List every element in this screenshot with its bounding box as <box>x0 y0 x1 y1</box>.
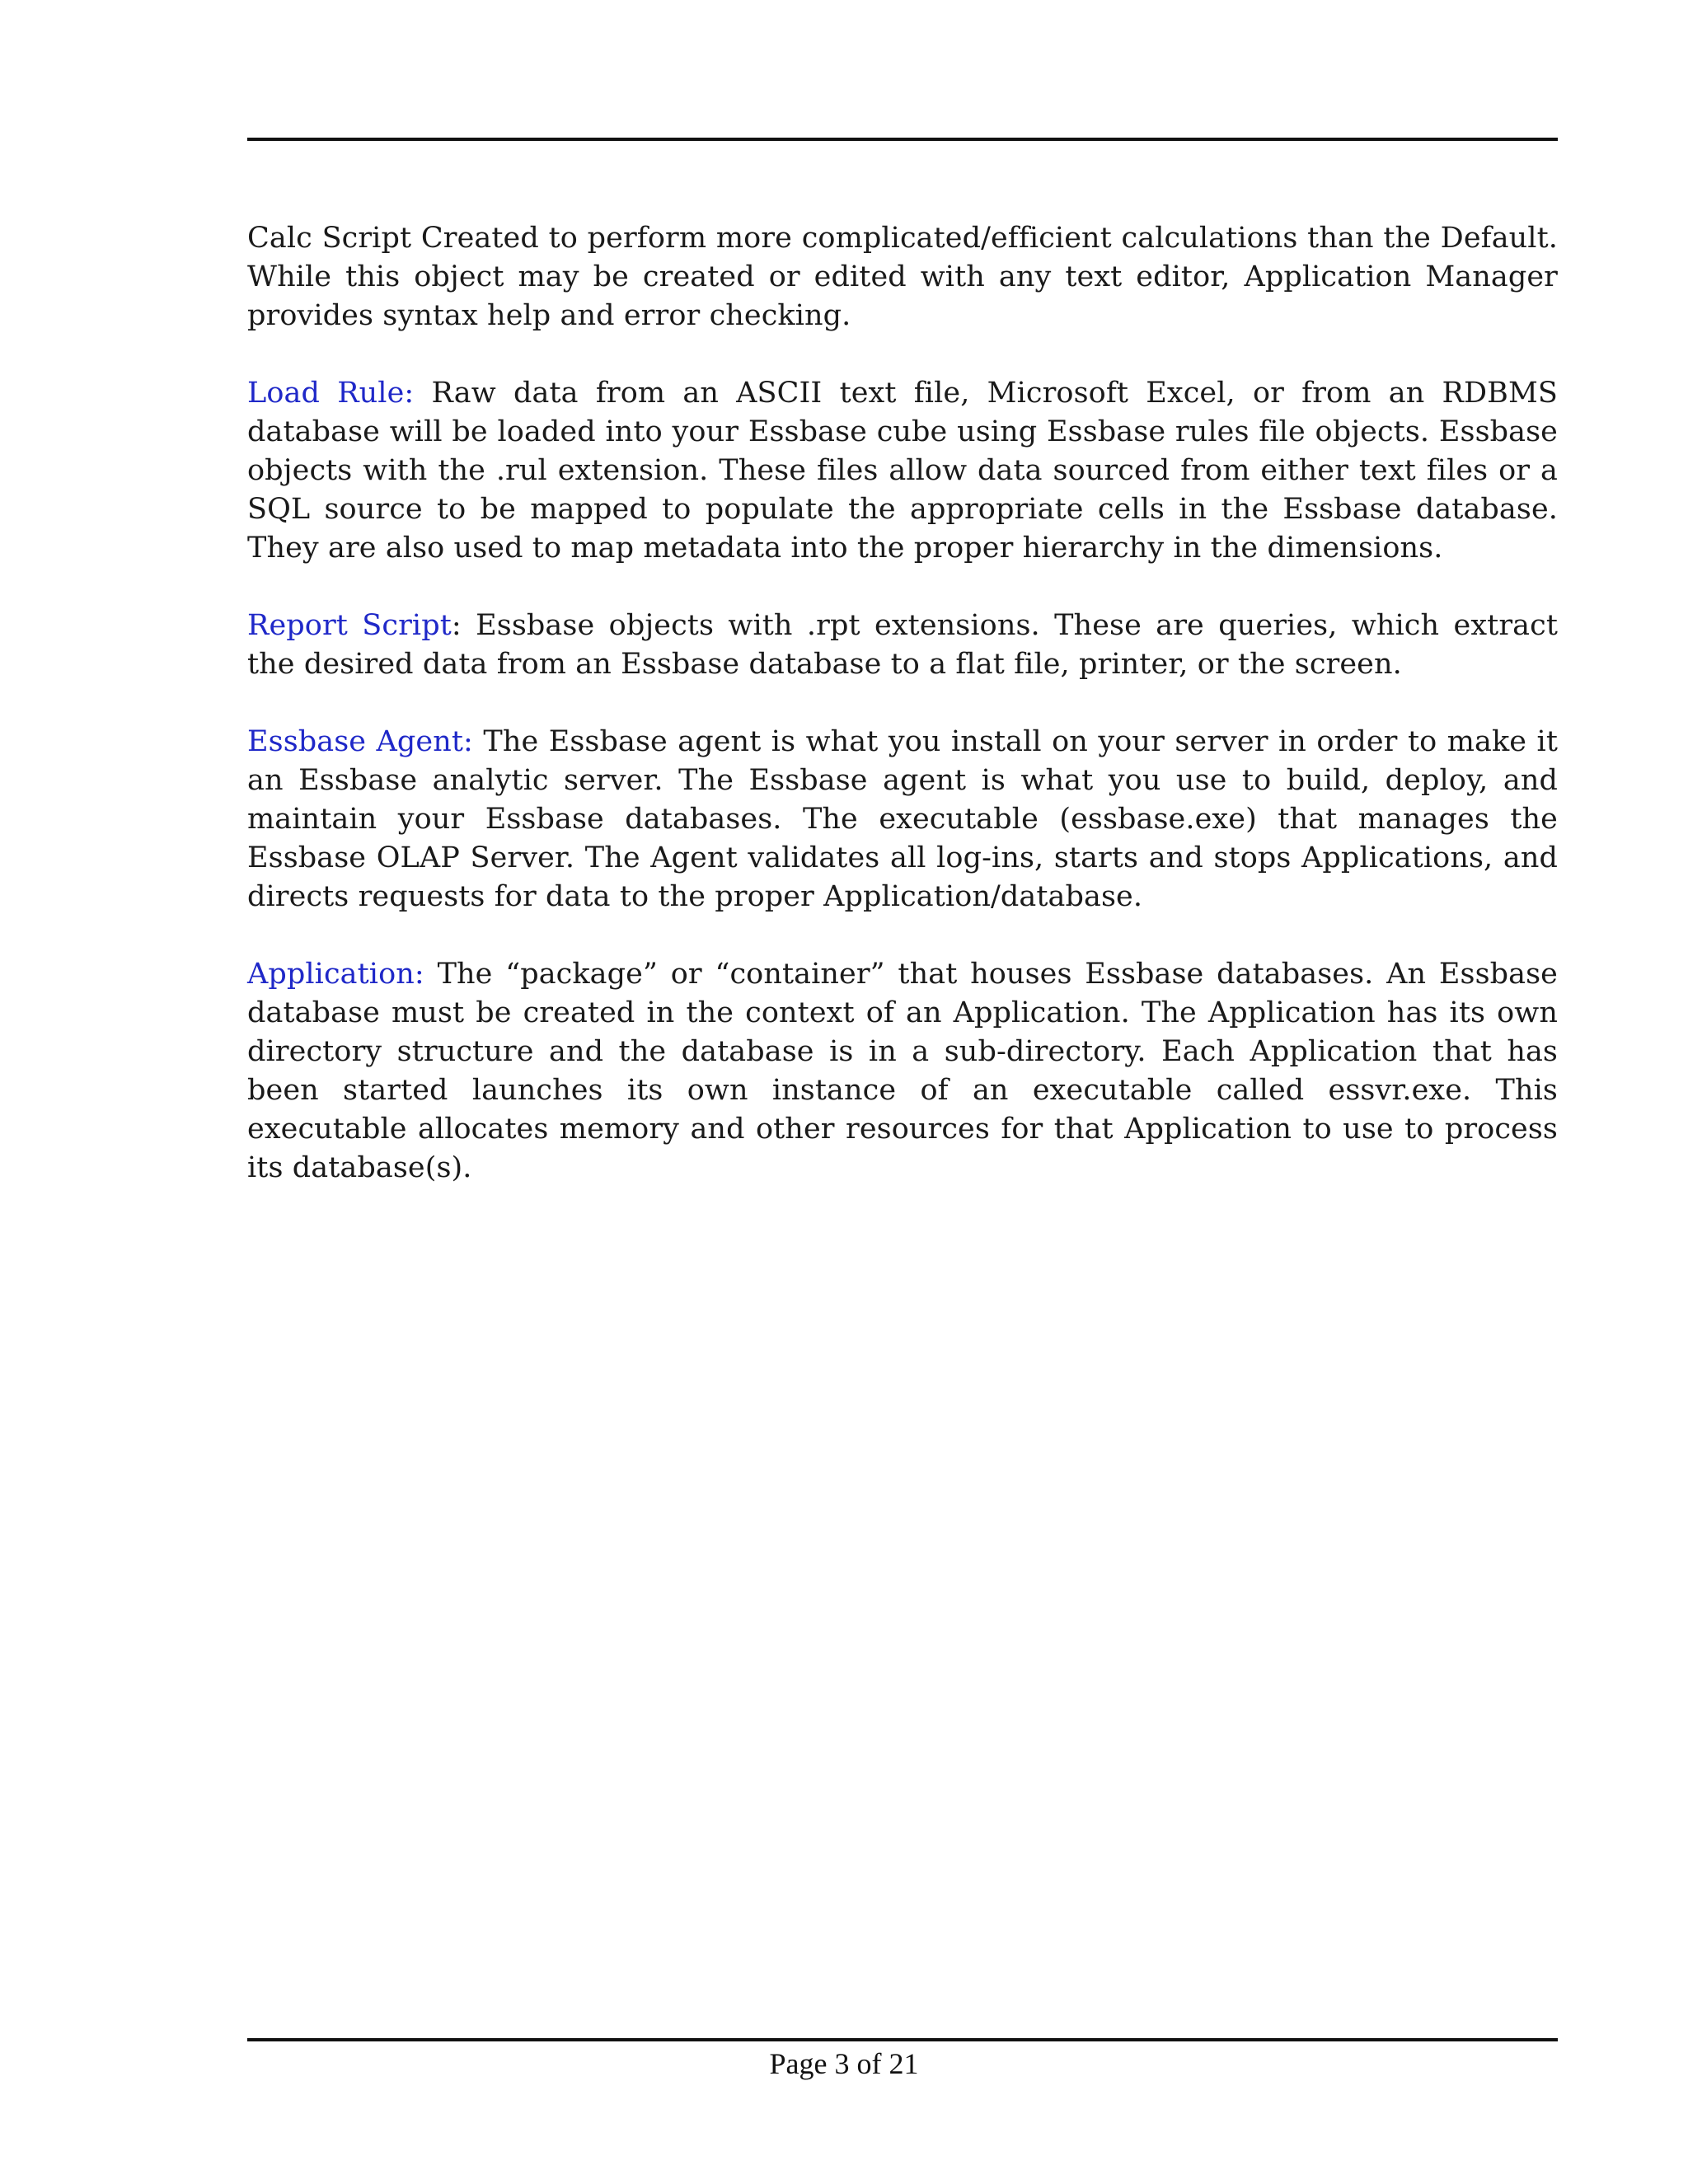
page-number: Page 3 of 21 <box>769 2047 919 2080</box>
term-separator <box>414 377 431 410</box>
term-label: Load Rule: <box>247 377 415 410</box>
term-label: Application: <box>247 958 424 991</box>
paragraph-report-script <box>247 607 1558 684</box>
paragraph-calc-script <box>247 219 1558 335</box>
paragraph-essbase-agent <box>247 723 1558 916</box>
paragraph-text: Calc Script Created to perform more complicated/efficient calculations than the Default. While this object may be created or edited with any text editor, Application Manager provides syntax help and error checking. <box>247 222 1558 332</box>
term-separator: : <box>451 609 476 642</box>
paragraph-text: The Essbase agent is what you install on your server in order to make it an Essbase analytic server. The Essbase agent is what you use to build, deploy, and maintain your Essbase databases. The executable (essbase.exe) that manages the Essbase OLAP Server. The Agent validates all log-ins, starts and stops Applications, and directs requests for data to the proper Application/database. <box>247 725 1558 913</box>
paragraph-load-rule <box>247 374 1558 568</box>
header-rule <box>247 138 1558 141</box>
term-label: Essbase Agent: <box>247 725 473 758</box>
document-body <box>247 219 1558 1226</box>
paragraph-text: Essbase objects with .rpt extensions. These are queries, which extract the desired data from an Essbase database to a flat file, printer, or the screen. <box>247 609 1558 681</box>
footer-rule <box>247 2038 1558 2041</box>
paragraph-text: Raw data from an ASCII text file, Microsoft Excel, or from an RDBMS database will be loaded into your Essbase cube using Essbase rules file objects. Essbase objects with the .rul extension. These files allow data sourced from either text files or a SQL source to be mapped to populate the appropriate cells in the Essbase database. They are also used to map metadata into the proper hierarchy in the dimensions. <box>247 377 1558 565</box>
term-label: Report Script <box>247 609 452 642</box>
paragraph-text: The “package” or “container” that houses Essbase databases. An Essbase database must be created in the context of an Application. The Application has its own directory structure and the database is in a sub-directory. Each Application that has been started launches its own instance of an executable called essvr.exe. This executable allocates memory and other resources for that Application to use to process its database(s). <box>247 958 1558 1184</box>
term-separator <box>473 725 483 758</box>
paragraph-application <box>247 955 1558 1188</box>
term-separator <box>424 958 438 991</box>
